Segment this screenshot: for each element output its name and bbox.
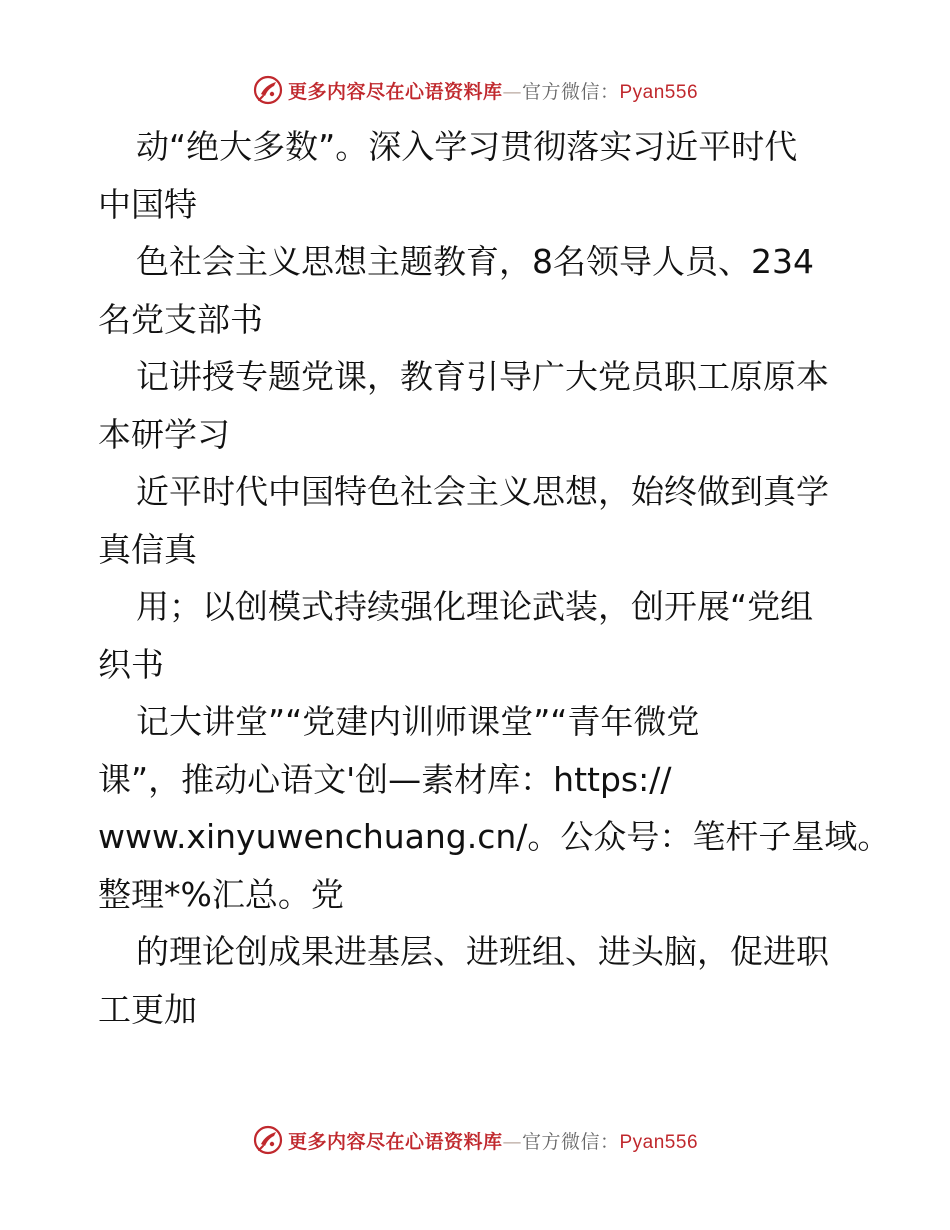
body-line: 工更加	[98, 989, 197, 1029]
header-wechat-label: 官方微信：	[521, 80, 620, 103]
hand-pen-circle-icon	[252, 1124, 284, 1156]
header-wechat-id: Pyan556	[619, 81, 699, 103]
body-line: 动“绝大多数”。深入学习贯彻落实习近平时代	[136, 127, 798, 166]
footer-wechat-id: Pyan556	[619, 1131, 699, 1153]
body-line: 记大讲堂”“党建内训师课堂”“青年微党	[136, 702, 700, 741]
footer-dash: —	[502, 1130, 522, 1153]
body-line: www.xinyuwenchuang.cn/。公众号：笔杆子星域。	[98, 817, 891, 856]
body-line: 名党支部书	[98, 299, 263, 339]
header-dash: —	[502, 80, 522, 103]
body-line: 课”，推动心语文'创—素材库：https://	[98, 759, 672, 799]
body-line: 的理论创成果进基层、进班组、进头脑，促进职	[136, 932, 829, 971]
body-line: 织书	[98, 644, 164, 684]
body-line: 近平时代中国特色社会主义思想，始终做到真学	[136, 472, 829, 511]
body-line: 中国特	[98, 184, 197, 224]
body-line: 记讲授专题党课，教育引导广大党员职工原原本	[136, 357, 829, 396]
footer-brand-text: 更多内容尽在心语资料库	[287, 1130, 503, 1153]
body-line: 色社会主义思想主题教育，8名领导人员、234	[136, 242, 814, 281]
footer-wechat-label: 官方微信：	[521, 1130, 620, 1153]
footer-banner	[0, 1120, 950, 1160]
body-line: 真信真	[98, 529, 197, 569]
body-line: 本研学习	[98, 414, 230, 454]
header-brand-text: 更多内容尽在心语资料库	[287, 80, 503, 103]
header-banner	[0, 70, 950, 110]
body-line: 整理*%汇总。党	[98, 874, 344, 914]
hand-pen-circle-icon	[252, 74, 284, 106]
document-body	[98, 118, 891, 1038]
body-line: 用；以创模式持续强化理论武装，创开展“党组	[136, 587, 814, 626]
